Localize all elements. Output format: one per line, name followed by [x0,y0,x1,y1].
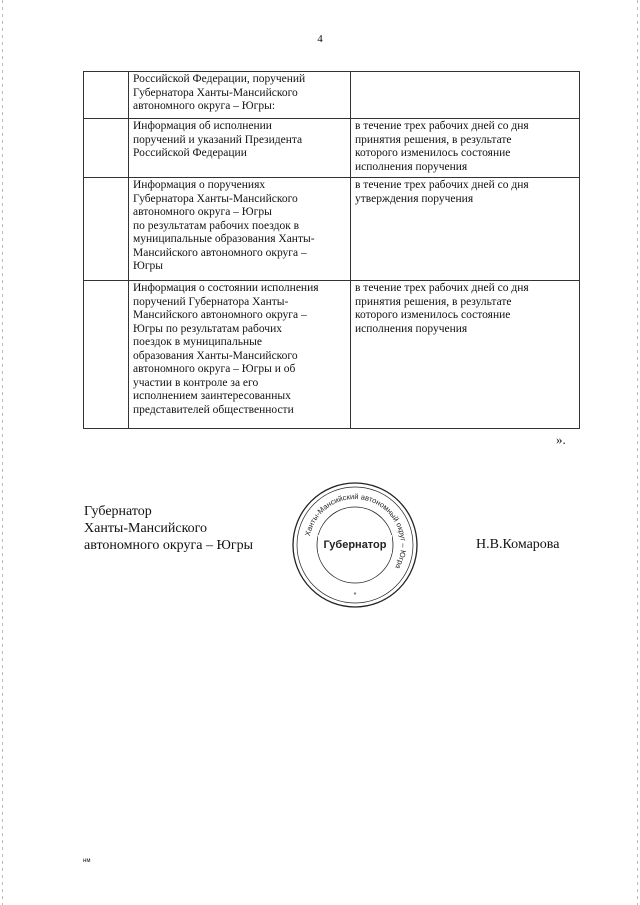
table-cell-info: Информация о состоянии исполнения поручений Губернатора Ханты- Мансийского автономного округа – Югры по результатам рабочих поездок в муниципальные образования Ханты-Мансийского автономного округа – Югры и об участии в контроле за его исполнением заинтересованных представителей общественности [129,281,351,429]
table-cell-deadline: в течение трех рабочих дней со дня принятия решения, в результате которого изменилось состояние исполнения поручения [351,119,580,178]
table-cell-empty [84,72,129,119]
signatory-name: Н.В.Комарова [476,537,560,552]
closing-quote: ». [556,432,566,447]
table-cell-info: Российской Федерации, поручений Губернатора Ханты-Мансийского автономного округа – Югры: [129,72,351,119]
table-row [84,72,580,119]
table-cell-deadline: в течение трех рабочих дней со дня утверждения поручения [351,178,580,281]
table-cell-info: Информация о поручениях Губернатора Ханты-Мансийского автономного округа – Югры по результатам рабочих поездок в муниципальные образования Ханты- Мансийского автономного округа – Югры [129,178,351,281]
table-cell-empty [84,178,129,281]
footer-mark: нм [83,858,91,864]
official-seal [290,480,420,610]
signatory-title: Губернатор Ханты-Мансийского автономного округа – Югры [84,504,253,553]
table-cell-deadline: в течение трех рабочих дней со дня принятия решения, в результате которого изменилось состояние исполнения поручения [351,281,580,429]
seal-star-icon: * [353,592,357,599]
table-cell-info: Информация об исполнении поручений и указаний Президента Российской Федерации [129,119,351,178]
page-number: 4 [317,33,323,45]
scan-edge-right [637,0,638,905]
seal-center-text: Губернатор [323,539,387,551]
table-row [84,281,580,429]
table-cell-empty [84,281,129,429]
table-cell-empty [84,119,129,178]
table-row [84,178,580,281]
scan-edge-left [2,0,3,905]
table-cell-deadline [351,72,580,119]
info-table [83,71,580,429]
table-row [84,119,580,178]
seal-ring-text: Ханты-Мансийский автономный округ – Югра [302,491,409,571]
